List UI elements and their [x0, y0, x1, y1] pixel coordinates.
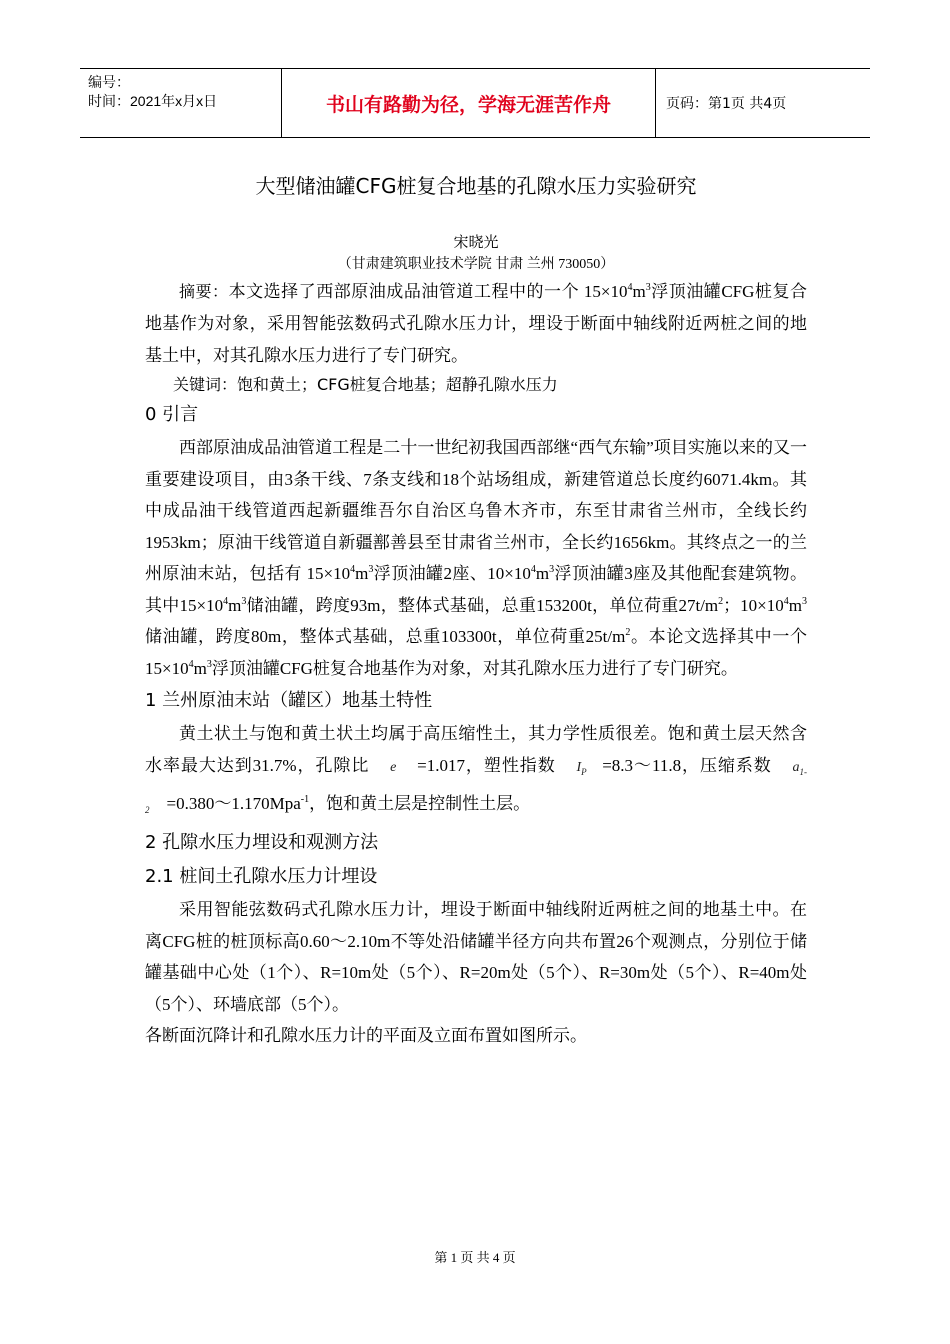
- var-e: e: [390, 759, 397, 775]
- header-meta: [80, 69, 282, 137]
- paper-author: 宋晓光: [453, 235, 499, 251]
- abstract: 摘要：本文选择了西部原油成品油管道工程中的一个 $15\times 10^4m^3$浮顶油罐CFG桩复合地基作为对象，采用智能弦数码式孔隙水压力计，埋设于断面中轴线附近两桩之间的地基土中，对其孔隙水压力进行了专门研究。: [145, 282, 807, 365]
- header-page-info: 页码：第1页 共4页: [666, 96, 787, 112]
- paper-affiliation: （甘肃建筑职业技术学院 甘肃 兰州 730050）: [337, 257, 615, 272]
- section-1-paragraph: 黄土状土与饱和黄土状土均属于高压缩性土，其力学性质很差。饱和黄土层天然含水率最大达到31.7%，孔隙比 e =1.017，塑性指数 $I_P$ =8.3～11.8，压缩系数 $a_{1-2}$ =0.380～1.170Mpa$^{-1}$，饱和黄土层是控制性土层。: [145, 724, 808, 815]
- document-header: [80, 68, 870, 138]
- section-2-1-paragraph: 采用智能弦数码式孔隙水压力计，埋设于断面中轴线附近两桩之间的地基土中。在离CFG桩的桩顶标高0.60～2.10m不等处沿储罐半径方向共布置26个观测点，分别位于储罐基础中心处（1个）、R=10m处（5个）、R=20m处（5个）、R=30m处（5个）、R=40m处（5个）、环墙底部（5个）。: [145, 900, 807, 1014]
- section-2-heading: 2 孔隙水压力埋设和观测方法: [145, 832, 379, 854]
- section-2-1-paragraph-2: 各断面沉降计和孔隙水压力计的平面及立面布置如图所示。: [145, 1026, 587, 1046]
- var-a12: $a_{1-2}$: [145, 759, 808, 815]
- section-0-paragraph: 西部原油成品油管道工程是二十一世纪初我国西部继“西气东输”项目实施以来的又一重要建设项目，由3条干线、7条支线和18个站场组成，新建管道总长度约6071.4km。其中成品油干线管道西起新疆维吾尔自治区乌鲁木齐市，东至甘肃省兰州市，全线长约1953km；原油干线管道自新疆鄯善县至甘肃省兰州市，全长约1656km。其终点之一的兰州原油末站，包括有 $15\times 10^4m^3$浮顶油罐2座、$10\times 10^4m^3$浮顶油罐3座及其他配套建筑物。其中$15\times 10^4m^3$储油罐，跨度93m，整体式基础，总重153200t，单位荷重$27t/m^2$；$10\times 10^4m^3$储油罐，跨度80m，整体式基础，总重103300t，单位荷重$25t/m^2$。本论文选择其中一个$15\times 10^4m^3$浮顶油罐CFG桩复合地基作为对象，对其孔隙水压力进行了专门研究。: [145, 438, 807, 678]
- section-1-heading: 1 兰州原油末站（罐区）地基土特性: [145, 690, 433, 711]
- abstract-label: 摘要：: [179, 282, 229, 301]
- section-2-1-heading: 2.1 桩间土孔隙水压力计埋设: [145, 866, 378, 888]
- var-ip: $I_P$: [576, 759, 587, 777]
- doc-number: 编号：: [88, 74, 130, 90]
- header-motto: 书山有路勤为径，学海无涯苦作舟: [282, 69, 656, 137]
- paper-title: 大型储油罐CFG桩复合地基的孔隙水压力实验研究: [255, 174, 697, 198]
- keywords: 关键词：饱和黄土；CFG桩复合地基；超静孔隙水压力: [173, 375, 558, 394]
- page-footer: 第 1 页 共 4 页: [434, 1250, 516, 1265]
- doc-time: 时间：2021年x月x日: [88, 93, 218, 109]
- section-0-heading: 0 引言: [145, 404, 199, 425]
- paper-body: [145, 170, 807, 1052]
